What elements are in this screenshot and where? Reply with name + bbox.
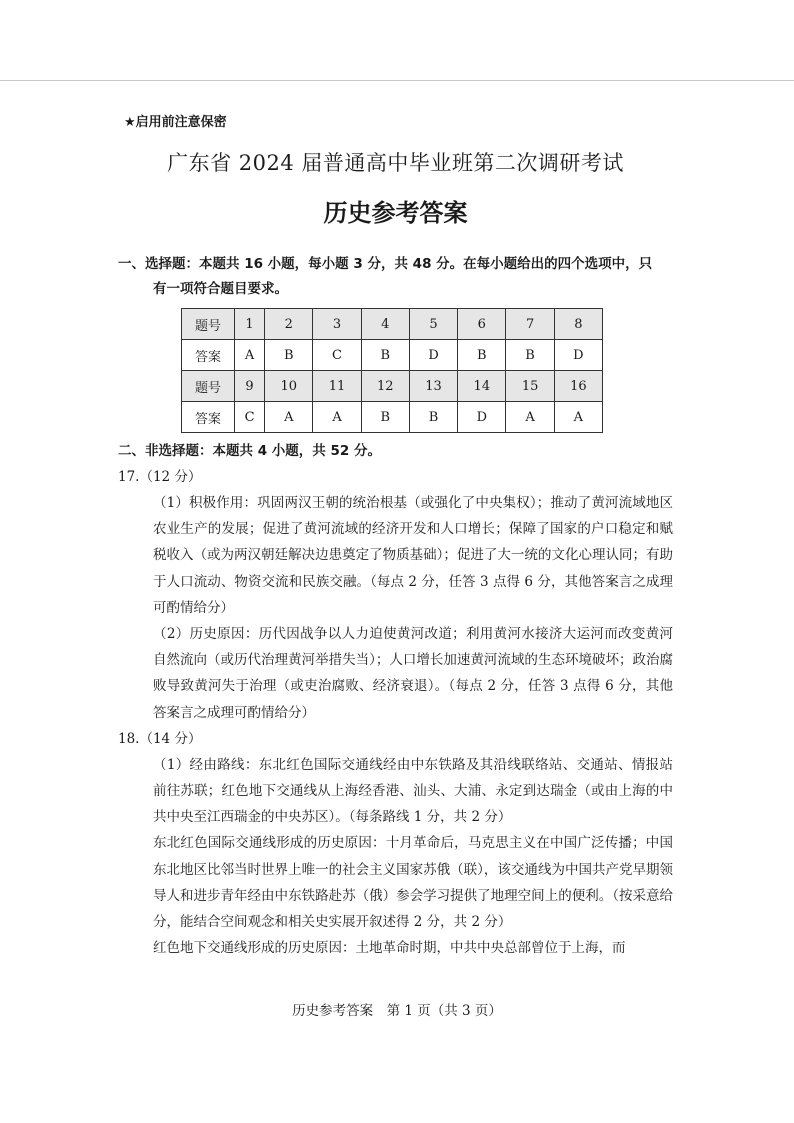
table-row (182, 340, 603, 371)
question-number-cell: 12 (361, 371, 409, 402)
answer-table (181, 308, 603, 433)
exam-title: 广东省 2024 届普通高中毕业班第二次调研考试 (167, 151, 624, 175)
confidential-notice: ★启用前注意保密 (124, 115, 227, 130)
answer-cell: D (458, 402, 506, 433)
question-number-cell: 9 (235, 371, 265, 402)
answer-cell: B (506, 340, 554, 371)
answer-cell: A (265, 402, 313, 433)
page-footer: 历史参考答案 第 1 页（共 3 页） (292, 1003, 502, 1019)
question-number-cell: 8 (554, 309, 602, 340)
answer-cell: A (313, 402, 361, 433)
answer-cell: C (313, 340, 361, 371)
question-number-label: 题号 (182, 371, 235, 402)
question-17-number: 17.（12 分） (118, 469, 202, 485)
answer-cell: B (409, 402, 457, 433)
table-row (182, 371, 603, 402)
answer-cell: B (361, 402, 409, 433)
answer-cell: B (361, 340, 409, 371)
answer-cell: B (265, 340, 313, 371)
question-number-cell: 11 (313, 371, 361, 402)
question-18-number: 18.（14 分） (118, 730, 202, 747)
question-18-part-1: （1）经由路线：东北红色国际交通线经由中东铁路及其沿线联络站、交通站、情报站前往苏联；红色地下交通线从上海经香港、汕头、大浦、永定到达瑞金（或由上海的中共中央至江西瑞金的中央苏区）。（每条路线 1 分，共 2 分） (153, 756, 673, 826)
question-number-cell: 3 (313, 309, 361, 340)
question-number-cell: 10 (265, 371, 313, 402)
answer-cell: D (554, 340, 602, 371)
section-one-heading (118, 252, 673, 302)
question-17-part-1: （1）积极作用：巩固两汉王朝的统治根基（或强化了中央集权）；推动了黄河流域地区农业生产的发展；促进了黄河流域的经济开发和人口增长；保障了国家的户口稳定和赋税收入（或为两汉朝廷解决边患奠定了物质基础）；促进了大一统的文化心理认同；有助于人口流动、物资交流和民族交融。（每点 2 分，任答 3 点得 6 分，其他答案言之成理可酌情给分） (153, 495, 673, 616)
answer-cell: C (235, 402, 265, 433)
question-18-paragraph-2: 东北红色国际交通线形成的历史原因：十月革命后，马克思主义在中国广泛传播；中国东北地区比邻当时世界上唯一的社会主义国家苏俄（联），该交通线为中国共产党早期领导人和进步青年经由中东铁路赴苏（俄）参会学习提供了地理空间上的便利。（按采意给分，能结合空间观念和相关史实展开叙述得 2 分，共 2 分） (153, 835, 673, 931)
question-number-cell: 7 (506, 309, 554, 340)
answer-page (118, 112, 673, 961)
question-number-cell: 2 (265, 309, 313, 340)
question-number-cell: 13 (409, 371, 457, 402)
answer-label: 答案 (182, 402, 235, 433)
section-one-line2: 有一项符合题目要求。 (153, 281, 288, 297)
answer-cell: A (554, 402, 602, 433)
question-number-cell: 5 (409, 309, 457, 340)
question-number-cell: 16 (554, 371, 602, 402)
section-one-line1: 一、选择题：本题共 16 小题，每小题 3 分，共 48 分。在每小题给出的四个选项中，只 (118, 256, 653, 272)
section-two-heading: 二、非选择题：本题共 4 小题，共 52 分。 (118, 443, 381, 459)
question-18-paragraph-3: 红色地下交通线形成的历史原因：土地革命时期，中共中央总部曾位于上海，而 (153, 940, 626, 957)
answer-cell: A (235, 340, 265, 371)
question-number-cell: 4 (361, 309, 409, 340)
question-number-cell: 14 (458, 371, 506, 402)
question-number-cell: 15 (506, 371, 554, 402)
question-number-label: 题号 (182, 309, 235, 340)
question-17-part-2: （2）历史原因：历代因战争以人力迫使黄河改道；利用黄河水接济大运河而改变黄河自然流向（或历代治理黄河举措失当）；人口增长加速黄河流域的生态环境破坏；政治腐败导致黄河失于治理（或吏治腐败、经济衰退）。（每点 2 分，任答 3 点得 6 分，其他答案言之成理可酌情给分） (153, 626, 673, 721)
answer-cell: A (506, 402, 554, 433)
answer-cell: D (409, 340, 457, 371)
answer-label: 答案 (182, 340, 235, 371)
table-row (182, 309, 603, 340)
question-number-cell: 6 (458, 309, 506, 340)
page-top-divider (0, 80, 794, 81)
question-number-cell: 1 (235, 309, 265, 340)
answer-cell: B (458, 340, 506, 371)
subject-title: 历史参考答案 (323, 199, 468, 227)
table-row (182, 402, 603, 433)
